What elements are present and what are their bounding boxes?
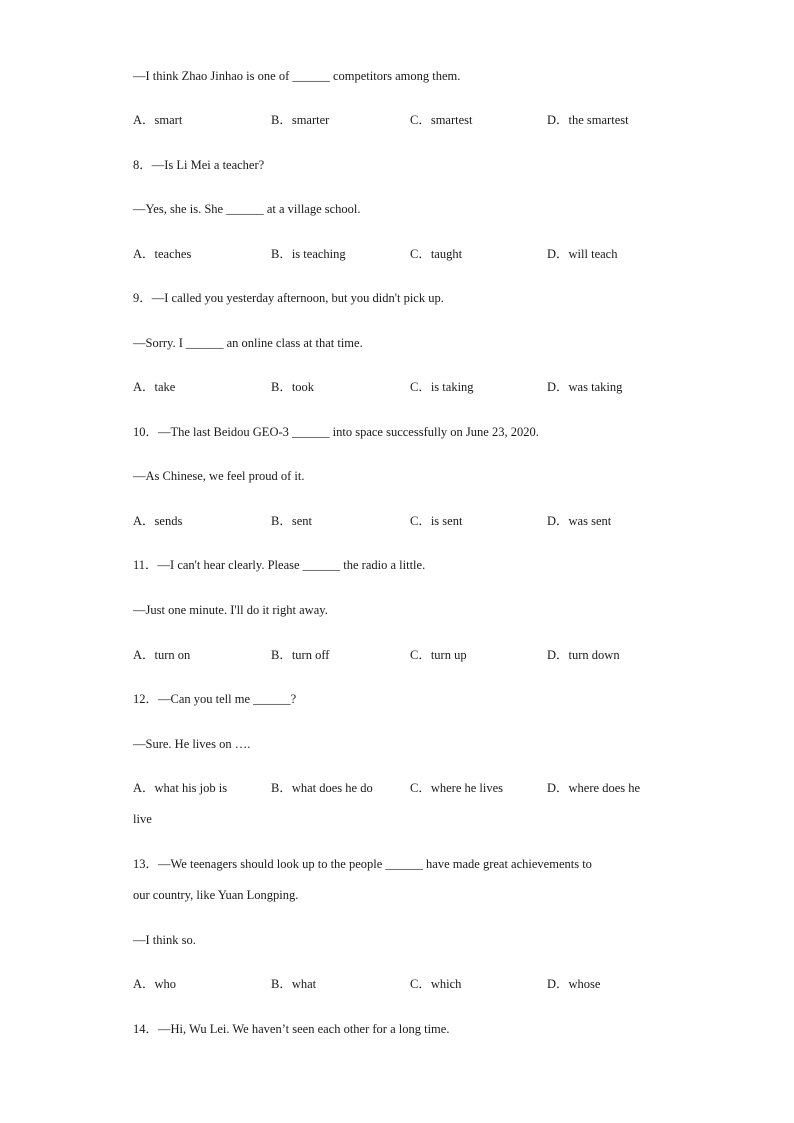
q7-options: [133, 112, 693, 128]
q8-reply: —Yes, she is. She ______ at a village school.: [133, 202, 361, 216]
q10-options: [133, 513, 693, 529]
q10-option-c[interactable]: C．is sent: [410, 514, 463, 528]
q10-question: 10．—The last Beidou GEO-3 ______ into space successfully on June 23, 2020.: [133, 425, 539, 439]
q8-options: [133, 246, 693, 262]
q7-option-b[interactable]: B．smarter: [271, 113, 330, 127]
q8-option-a[interactable]: A．teaches: [133, 247, 192, 261]
q13-option-b[interactable]: B．what: [271, 977, 317, 991]
q7-reply: —I think Zhao Jinhao is one of ______ competitors among them.: [133, 69, 461, 83]
q9-options: [133, 379, 693, 395]
q13-question-continued: our country, like Yuan Longping.: [133, 888, 299, 902]
q8-question: 8．—Is Li Mei a teacher?: [133, 158, 265, 172]
q11-option-d[interactable]: D．turn down: [547, 648, 620, 662]
q10-option-a[interactable]: A．sends: [133, 514, 183, 528]
q13-option-c[interactable]: C．which: [410, 977, 462, 991]
q11-option-b[interactable]: B．turn off: [271, 648, 330, 662]
q9-option-d[interactable]: D．was taking: [547, 380, 623, 394]
q14-question: 14．—Hi, Wu Lei. We haven’t seen each other for a long time.: [133, 1022, 450, 1036]
q13-options: [133, 976, 693, 992]
q9-option-b[interactable]: B．took: [271, 380, 315, 394]
q11-option-c[interactable]: C．turn up: [410, 648, 467, 662]
q12-option-c[interactable]: C．where he lives: [410, 781, 504, 795]
q9-question: 9．—I called you yesterday afternoon, but you didn't pick up.: [133, 291, 444, 305]
q8-option-d[interactable]: D．will teach: [547, 247, 618, 261]
q12-option-d-wrap: live: [133, 812, 152, 826]
q12-reply: —Sure. He lives on ….: [133, 737, 251, 751]
q7-option-d[interactable]: D．the smartest: [547, 113, 629, 127]
q12-option-b[interactable]: B．what does he do: [271, 781, 373, 795]
q13-reply: —I think so.: [133, 933, 196, 947]
q7-option-c[interactable]: C．smartest: [410, 113, 473, 127]
q12-option-a[interactable]: A．what his job is: [133, 781, 228, 795]
q11-options: [133, 647, 693, 663]
q10-option-b[interactable]: B．sent: [271, 514, 312, 528]
q11-option-a[interactable]: A．turn on: [133, 648, 191, 662]
q12-options: [133, 780, 693, 796]
q7-option-a[interactable]: A．smart: [133, 113, 183, 127]
q13-question: 13．—We teenagers should look up to the people ______ have made great achievements to: [133, 857, 592, 871]
q9-option-a[interactable]: A．take: [133, 380, 176, 394]
q12-option-d[interactable]: D．where does he: [547, 781, 641, 795]
q11-reply: —Just one minute. I'll do it right away.: [133, 603, 328, 617]
q10-reply: —As Chinese, we feel proud of it.: [133, 469, 305, 483]
q9-option-c[interactable]: C．is taking: [410, 380, 474, 394]
q13-option-d[interactable]: D．whose: [547, 977, 601, 991]
q10-option-d[interactable]: D．was sent: [547, 514, 612, 528]
q8-option-b[interactable]: B．is teaching: [271, 247, 346, 261]
q8-option-c[interactable]: C．taught: [410, 247, 463, 261]
q9-reply: —Sorry. I ______ an online class at that time.: [133, 336, 363, 350]
q11-question: 11．—I can't hear clearly. Please ______ the radio a little.: [133, 558, 426, 572]
q12-question: 12．—Can you tell me ______?: [133, 692, 297, 706]
q13-option-a[interactable]: A．who: [133, 977, 177, 991]
